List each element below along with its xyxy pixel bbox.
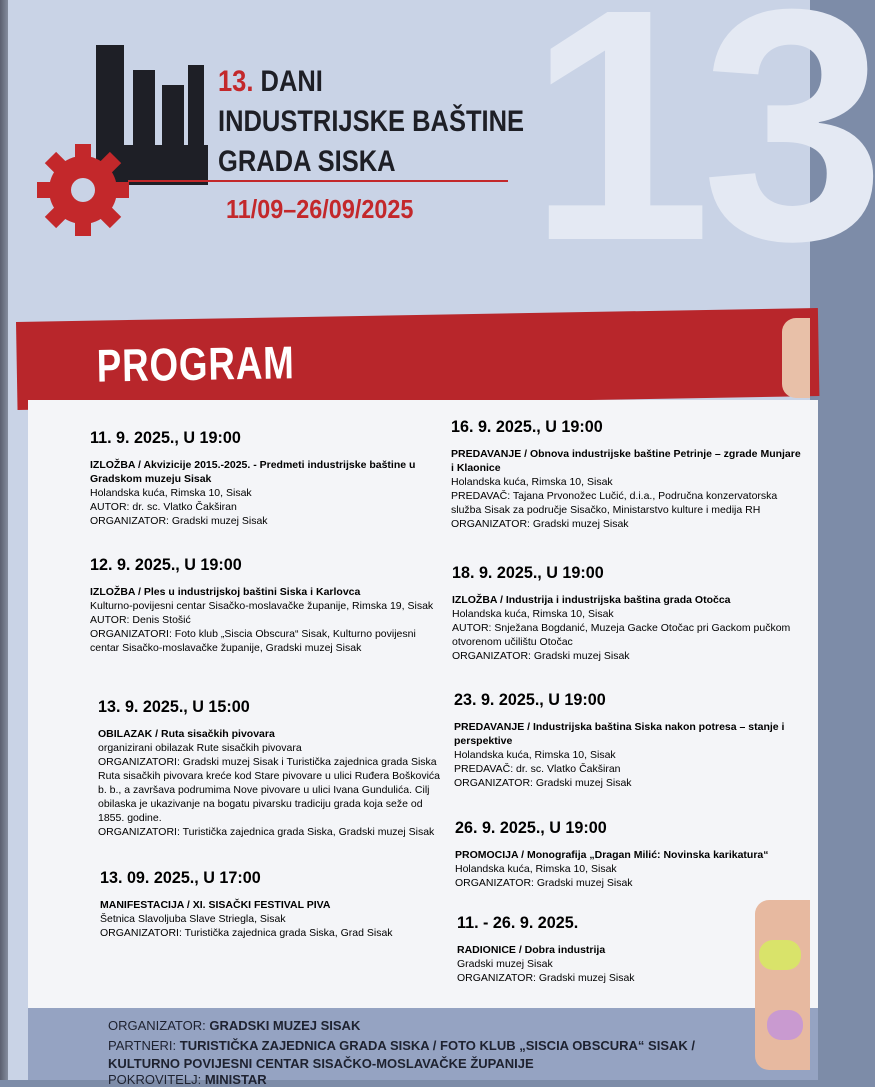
event-date: 18. 9. 2025., U 19:00: [452, 563, 604, 582]
event-item: [452, 563, 802, 663]
event-detail: Gradski muzej Sisak: [457, 958, 553, 970]
event-title: IZLOŽBA / Industrija i industrijska baština grada Otočca: [452, 594, 731, 606]
program-band: [16, 308, 819, 410]
event-date: 12. 9. 2025., U 19:00: [90, 555, 242, 574]
event-title: PREDAVANJE / Industrijska baština Siska nakon potresa – stanje i perspektive: [454, 721, 785, 747]
event-detail: AUTOR: dr. sc. Vlatko Čakširan: [90, 501, 237, 513]
event-item: [90, 428, 440, 528]
thumb-top: [782, 318, 810, 398]
event-date: 26. 9. 2025., U 19:00: [455, 818, 607, 837]
event-date: 11. 9. 2025., U 19:00: [90, 428, 241, 447]
event-detail: ORGANIZATOR: Gradski muzej Sisak: [452, 650, 630, 662]
event-detail: Holandska kuća, Rimska 10, Sisak: [451, 476, 613, 488]
event-detail: Šetnica Slavoljuba Slave Striegla, Sisak: [100, 913, 286, 925]
edition-number: 13.: [218, 65, 254, 98]
event-item: [98, 697, 448, 839]
title-divider: [128, 180, 508, 182]
event-detail: Holandska kuća, Rimska 10, Sisak: [452, 608, 614, 620]
event-date: 16. 9. 2025., U 19:00: [451, 417, 603, 436]
painted-nail-icon: [767, 1010, 803, 1040]
event-detail: ORGANIZATOR: Gradski muzej Sisak: [455, 877, 633, 889]
painted-nail-icon: [759, 940, 801, 970]
event-title: RADIONICE / Dobra industrija: [457, 944, 606, 956]
event-title: IZLOŽBA / Ples u industrijskoj baštini Siska i Karlovca: [90, 586, 361, 598]
title-line-1: DANI: [260, 65, 323, 98]
event-detail: AUTOR: Denis Stošić: [90, 614, 191, 626]
event-detail: ORGANIZATORI: Turistička zajednica grada Siska, Gradski muzej Sisak: [98, 826, 435, 838]
event-date: 23. 9. 2025., U 19:00: [454, 690, 606, 709]
thumb-bottom: [755, 900, 810, 1070]
event-item: [455, 818, 805, 890]
event-detail: Holandska kuća, Rimska 10, Sisak: [90, 487, 252, 499]
title-line-2: INDUSTRIJSKE BAŠTINE: [218, 105, 525, 138]
credits-footer: [28, 1008, 818, 1087]
background-number: 13: [528, 0, 875, 309]
festival-title: [218, 62, 578, 182]
partners-line: [108, 1038, 695, 1053]
event-title: IZLOŽBA / Akvizicije 2015.-2025. - Predmeti industrijske baštine u Gradskom muzeju Sisak: [90, 459, 416, 485]
event-detail: ORGANIZATOR: Gradski muzej Sisak: [451, 518, 629, 530]
event-detail: Holandska kuća, Rimska 10, Sisak: [455, 863, 617, 875]
event-item: [451, 417, 801, 531]
event-date: 11. - 26. 9. 2025.: [457, 913, 579, 932]
event-title: MANIFESTACIJA / XI. SISAČKI FESTIVAL PIVA: [100, 899, 331, 911]
sponsor-value: MINISTAR: [204, 1072, 267, 1087]
event-detail: ORGANIZATOR: Gradski muzej Sisak: [457, 972, 635, 984]
sponsor-line: [108, 1072, 267, 1087]
event-detail: Holandska kuća, Rimska 10, Sisak: [454, 749, 616, 761]
event-detail: ORGANIZATORI: Foto klub „Siscia Obscura“ Sisak, Kulturno povijesni centar Sisačko-moslavačke županije, Gradski muzej Sisak: [90, 628, 416, 654]
event-detail: ORGANIZATOR: Gradski muzej Sisak: [454, 777, 632, 789]
festival-dates: 11/09–26/09/2025: [226, 194, 414, 224]
event-title: PREDAVANJE / Obnova industrijske baštine Petrinje – zgrade Munjare i Klaonice: [451, 448, 801, 474]
partners-label: PARTNERI:: [108, 1038, 177, 1053]
organizer-line: [108, 1018, 360, 1033]
event-detail: ORGANIZATORI: Turistička zajednica grada Siska, Grad Sisak: [100, 927, 393, 939]
event-title: PROMOCIJA / Monografija „Dragan Milić: Novinska karikatura“: [455, 849, 769, 861]
event-item: [454, 690, 804, 790]
event-date: 13. 9. 2025., U 15:00: [98, 697, 250, 716]
title-line-3: GRADA SISKA: [218, 145, 396, 178]
flyer: [8, 0, 875, 1087]
event-item: [100, 868, 450, 940]
event-detail: AUTOR: Snježana Bogdanić, Muzeja Gacke Otočac pri Gackom pučkom otvorenom učilištu Otočac: [452, 622, 791, 648]
event-date: 13. 09. 2025., U 17:00: [100, 868, 261, 887]
program-heading: PROGRAM: [96, 336, 295, 392]
event-detail: PREDAVAČ: dr. sc. Vlatko Čakširan: [454, 763, 621, 775]
sponsor-label: POKROVITELJ:: [108, 1072, 202, 1087]
event-detail: ORGANIZATORI: Gradski muzej Sisak i Turistička zajednica grada Siska: [98, 756, 437, 768]
event-detail: Kulturno-povijesni centar Sisačko-moslavačke županije, Rimska 19, Sisak: [90, 600, 434, 612]
organizer-label: ORGANIZATOR:: [108, 1018, 206, 1033]
partners-value: TURISTIČKA ZAJEDNICA GRADA SISKA / FOTO KLUB „SISCIA OBSCURA“ SISAK /: [179, 1038, 695, 1053]
event-detail: ORGANIZATOR: Gradski muzej Sisak: [90, 515, 268, 527]
event-title: OBILAZAK / Ruta sisačkih pivovara: [98, 728, 275, 740]
event-detail: organizirani obilazak Rute sisačkih pivovara: [98, 742, 302, 754]
partners-line-2: KULTURNO POVIJESNI CENTAR SISAČKO-MOSLAVAČKE ŽUPANIJE: [108, 1056, 534, 1071]
event-detail: PREDAVAČ: Tajana Prvonožec Lučić, d.i.a., Područna konzervatorska služba Sisak za područje Sisačko, Ministarstvo kulture i medija RH: [451, 490, 778, 516]
event-item: [90, 555, 440, 655]
industry-logo-icon: [38, 25, 218, 245]
organizer-value: GRADSKI MUZEJ SISAK: [209, 1018, 361, 1033]
event-detail: Ruta sisačkih pivovara kreće kod Stare pivovare u ulici Ruđera Boškovića b. b., a završava podrumima Nove pivovare u ulici Ivana Gundulića. Cilj obilaska je ukazivanje na bogatu pivarsku tradiciju grada koja seže od 1855. godine.: [98, 770, 440, 824]
